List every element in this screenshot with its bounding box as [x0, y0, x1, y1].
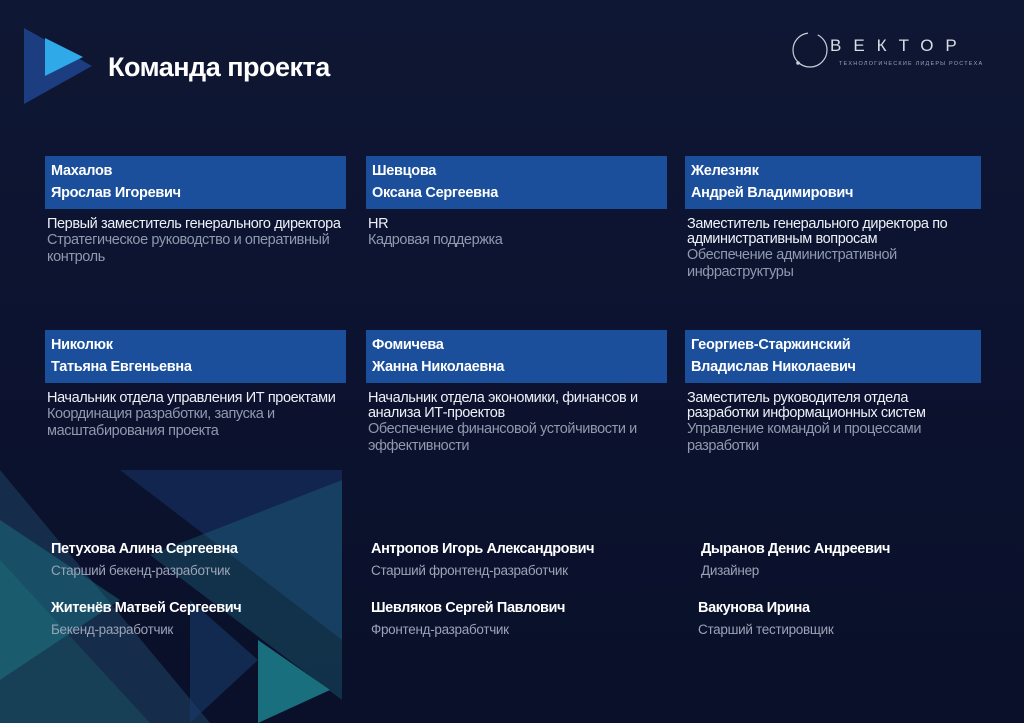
- member-position: Бекенд-разработчик: [51, 622, 174, 637]
- lead-area: Координация разработки, запуска и масштабирования проекта: [47, 406, 275, 439]
- lead-first-name: Жанна Николаевна: [372, 359, 505, 375]
- member-name: Вакунова Ирина: [698, 600, 810, 616]
- lead-role: Заместитель генерального директора по административным вопросам: [687, 216, 948, 247]
- member-name: Антропов Игорь Александрович: [371, 541, 595, 557]
- member-position: Старший тестировщик: [698, 622, 834, 637]
- lead-area: Управление командой и процессами разработки: [687, 421, 922, 454]
- member-position: Старший бекенд-разработчик: [51, 563, 230, 578]
- lead-area: Обеспечение административной инфраструктуры: [687, 247, 897, 280]
- member-name: Житенёв Матвей Сергеевич: [51, 600, 242, 616]
- logo-subtitle: ТЕХНОЛОГИЧЕСКИЕ ЛИДЕРЫ РОСТЕХА: [839, 61, 984, 67]
- team-member: [701, 541, 1001, 578]
- lead-area: Обеспечение финансовой устойчивости и эффективности: [368, 421, 637, 454]
- lead-card: [45, 330, 346, 440]
- lead-last-name: Железняк: [691, 163, 759, 179]
- team-member: [51, 541, 351, 578]
- lead-card: [685, 330, 981, 455]
- lead-first-name: Оксана Сергеевна: [372, 185, 498, 201]
- lead-card-header: [45, 330, 346, 383]
- lead-last-name: Георгиев-Старжинский: [691, 337, 851, 353]
- lead-first-name: Ярослав Игоревич: [51, 185, 181, 201]
- lead-first-name: Владислав Николаевич: [691, 359, 856, 375]
- lead-card-header: [366, 156, 667, 209]
- vektor-logo: [790, 30, 990, 74]
- lead-role: Первый заместитель генерального директора: [47, 216, 341, 232]
- lead-card: [366, 156, 667, 249]
- lead-last-name: Фомичева: [372, 337, 444, 353]
- member-position: Дизайнер: [701, 563, 759, 578]
- lead-role: Заместитель руководителя отдела разработки информационных систем: [687, 390, 926, 421]
- team-member: [371, 600, 671, 637]
- lead-card-header: [685, 156, 981, 209]
- team-member: [371, 541, 671, 578]
- member-name: Дыранов Денис Андреевич: [701, 541, 890, 557]
- page-title: Команда проекта: [108, 52, 330, 82]
- lead-first-name: Андрей Владимирович: [691, 185, 854, 201]
- lead-area: Кадровая поддержка: [368, 232, 503, 248]
- member-position: Фронтенд-разработчик: [371, 622, 509, 637]
- logo-word: ВЕКТОР: [830, 36, 969, 55]
- lead-area: Стратегическое руководство и оперативный контроль: [47, 232, 330, 265]
- lead-role: Начальник отдела экономики, финансов и анализа ИТ-проектов: [368, 390, 638, 421]
- lead-card-header: [685, 330, 981, 383]
- lead-role: HR: [368, 216, 389, 232]
- lead-first-name: Татьяна Евгеньевна: [51, 359, 192, 375]
- lead-role: Начальник отдела управления ИТ проектами: [47, 390, 336, 406]
- lead-last-name: Шевцова: [372, 163, 437, 179]
- logo-ring-icon: [790, 30, 834, 74]
- lead-last-name: Николюк: [51, 337, 113, 353]
- team-member: [698, 600, 998, 637]
- lead-card: [685, 156, 981, 281]
- lead-last-name: Махалов: [51, 163, 113, 179]
- lead-card-header: [366, 330, 667, 383]
- team-member: [51, 600, 351, 637]
- member-position: Старший фронтенд-разработчик: [371, 563, 568, 578]
- lead-card-header: [45, 156, 346, 209]
- member-name: Шевляков Сергей Павлович: [371, 600, 566, 616]
- member-name: Петухова Алина Сергеевна: [51, 541, 238, 557]
- lead-card: [45, 156, 346, 266]
- lead-card: [366, 330, 667, 455]
